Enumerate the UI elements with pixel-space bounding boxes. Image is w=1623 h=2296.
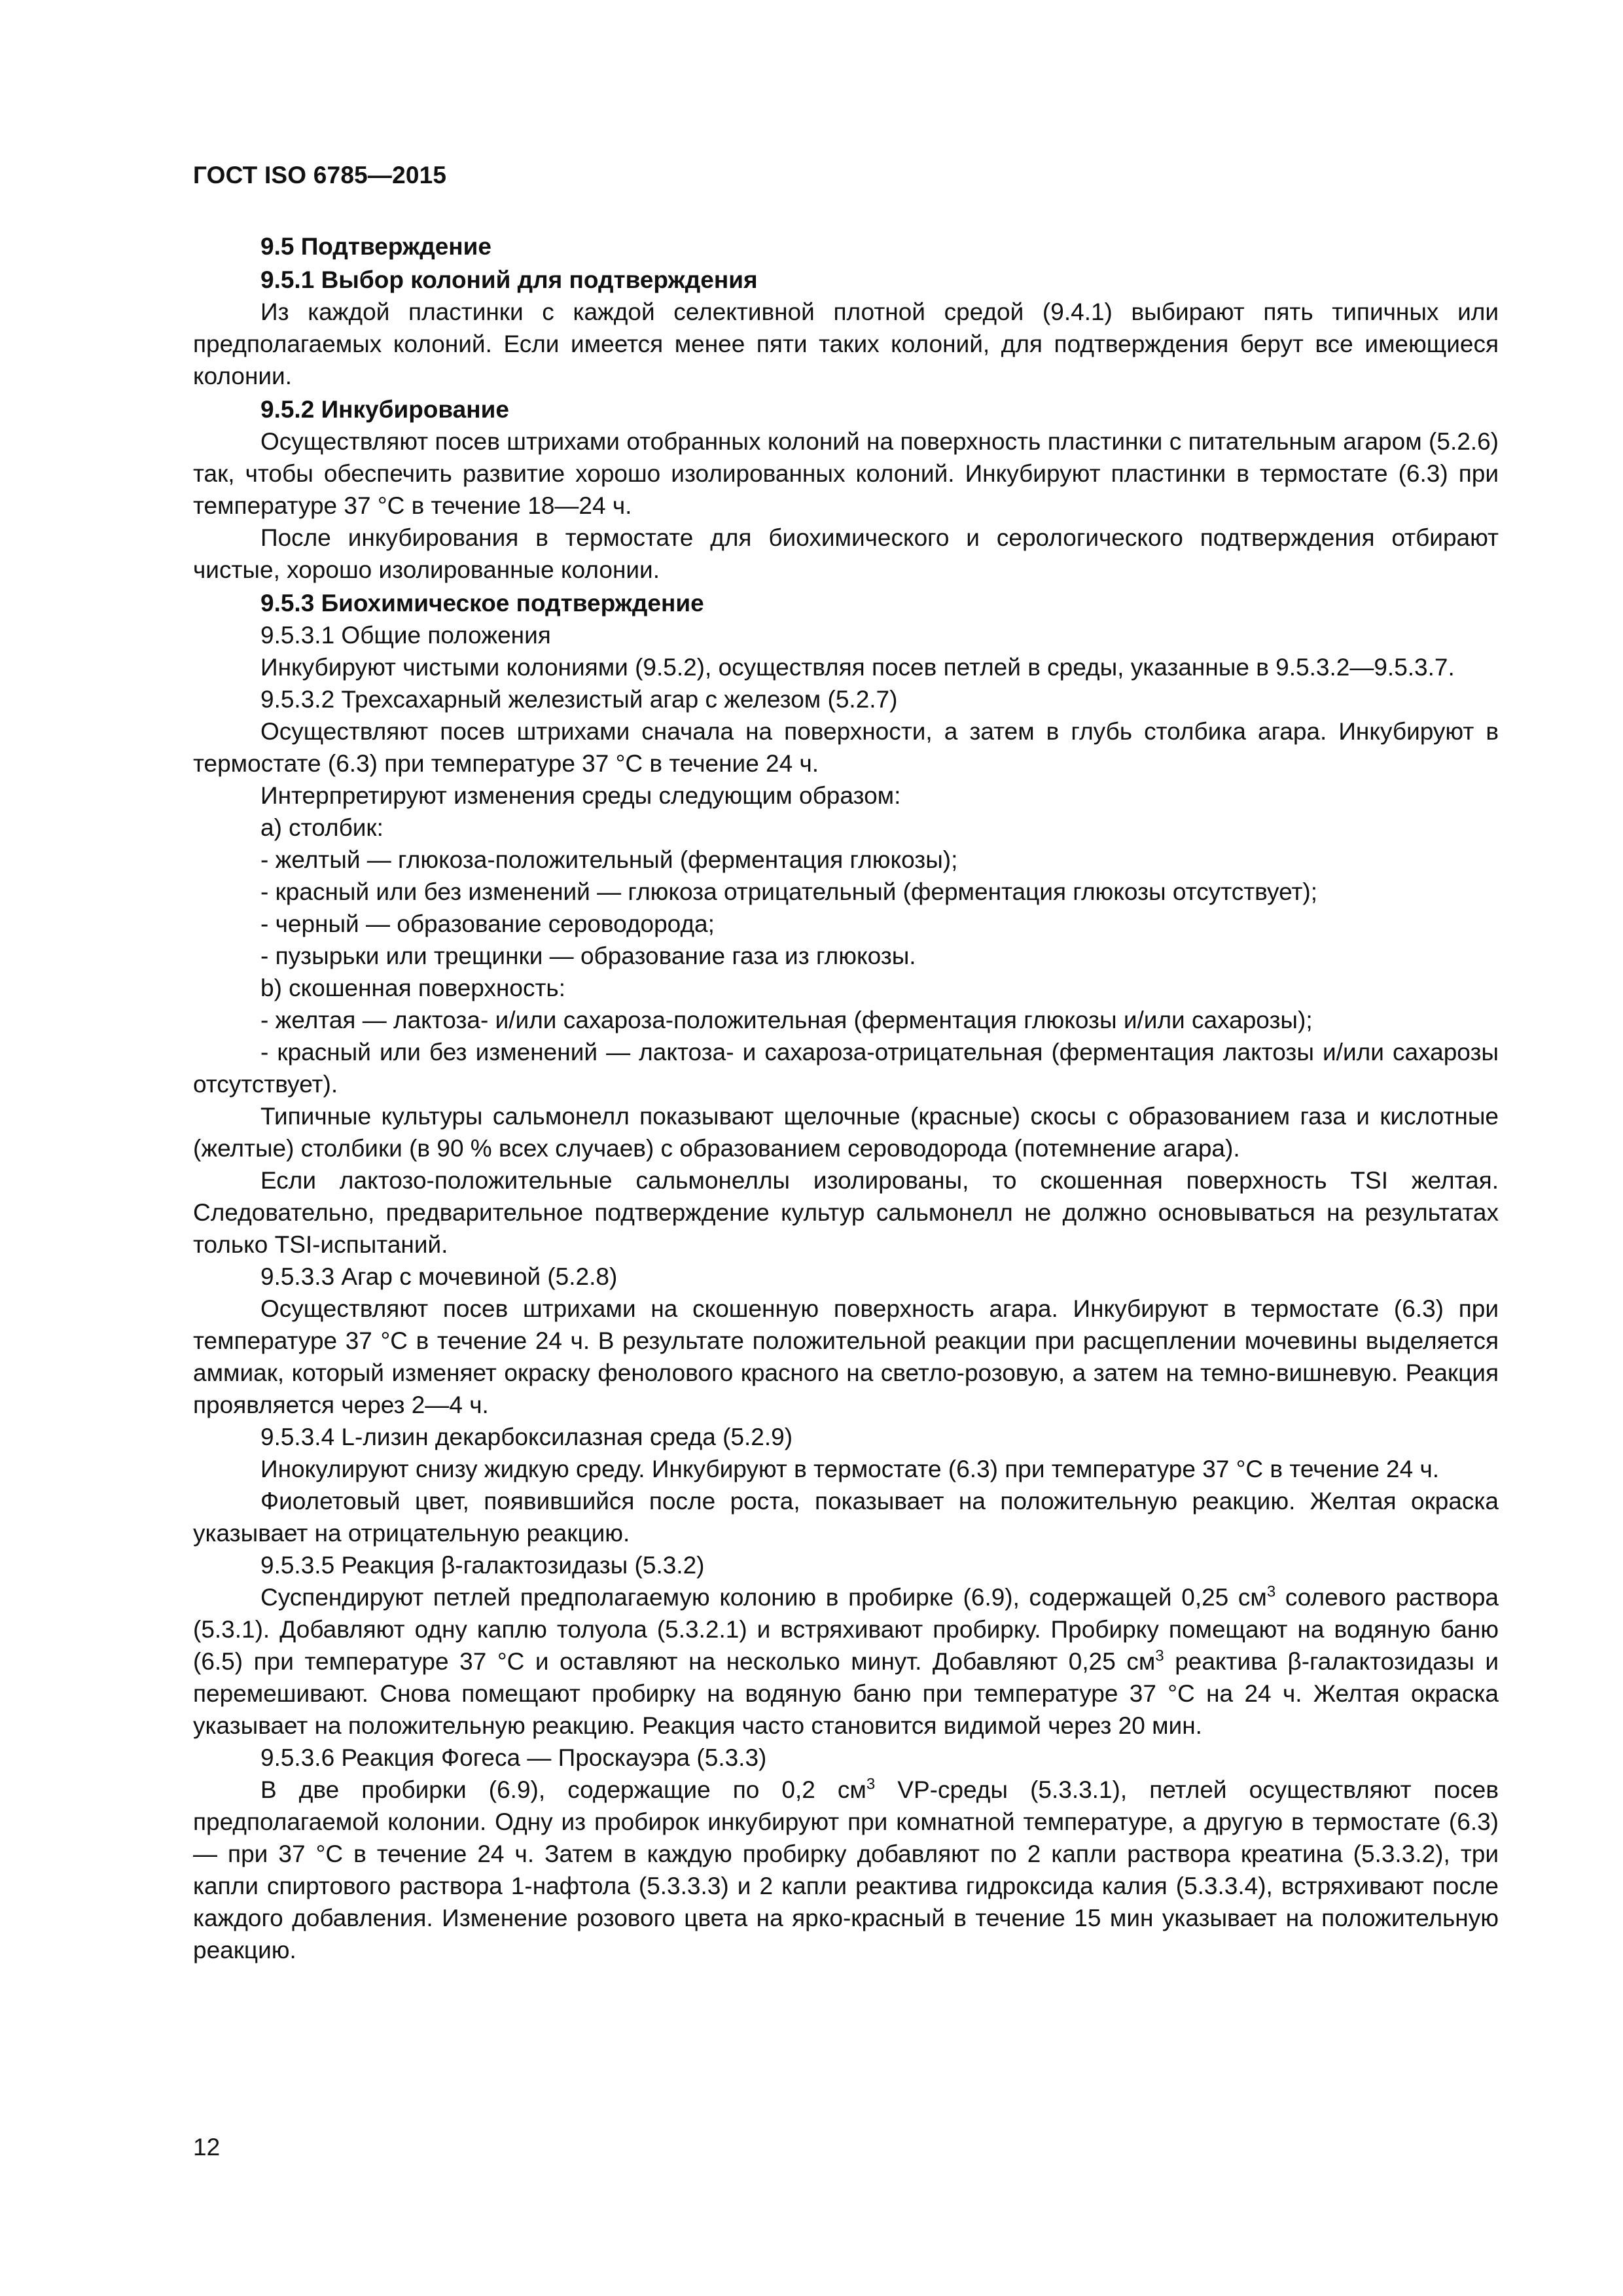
paragraph: Типичные культуры сальмонелл показывают щелочные (красные) скосы с образованием газа и кислотные (желтые) столбики (в 90 % всех случаев) с образованием сероводорода (потемнение агара). xyxy=(193,1103,1499,1162)
subsection-heading-9-5-3-5: 9.5.3.5 Реакция β-галактозидазы (5.3.2) xyxy=(260,1552,705,1579)
list-item: - красный или без изменений — лактоза- и сахароза-отрицательная (ферментация лактозы и/или сахарозы отсутствует). xyxy=(193,1039,1499,1098)
text-run: VP-среды (5.3.3.1), петлей осуществляют посев предполагаемой колонии. Одну из пробирок инкубируют при комнатной температуре, а другую в термостате (6.3) — при 37 °С в течение 24 ч. Затем в каждую пробирку добавляют по 2 капли раствора креатина (5.3.3.2), три капли спиртового раствора 1-нафтола (5.3.3.3) и 2 капли реактива гидроксида калия (5.3.3.4), встряхивают после каждого добавления. Изменение розового цвета на ярко-красный в течение 15 мин указывает на положительную реакцию. xyxy=(193,1776,1499,1964)
paragraph: Осуществляют посев штрихами сначала на поверхности, а затем в глубь столбика агара. Инкубируют в термостате (6.3) при температуре 37 °С в течение 24 ч. xyxy=(193,718,1499,777)
superscript: 3 xyxy=(1155,1647,1164,1665)
text-run: солевого раствора (5.3.1). Добавляют одну каплю толуола (5.3.2.1) и встряхивают пробирку. Пробирку помещают на водяную баню (6.5) при температуре 37 °С и оставляют на несколько минут. Добавляют 0,25 см xyxy=(193,1584,1499,1675)
paragraph: Фиолетовый цвет, появившийся после роста, показывает на положительную реакцию. Желтая окраска указывает на отрицательную реакцию. xyxy=(193,1488,1499,1547)
paragraph xyxy=(193,1581,1499,1742)
list-item: - желтый — глюкоза-положительный (ферментация глюкозы); xyxy=(260,846,958,873)
paragraph: Осуществляют посев штрихами на скошенную поверхность агара. Инкубируют в термостате (6.3) при температуре 37 °С в течение 24 ч. В результате положительной реакции при расщеплении мочевины выделяется аммиак, который изменяет окраску фенолового красного на светло-розовую, а затем на темно-вишневую. Реакция проявляется через 2—4 ч. xyxy=(193,1295,1499,1418)
text-run: В две пробирки (6.9), содержащие по 0,2 см xyxy=(260,1776,866,1803)
paragraph: Осуществляют посев штрихами отобранных колоний на поверхность пластинки с питательным агаром (5.2.6) так, чтобы обеспечить развитие хорошо изолированных колоний. Инкубируют пластинки в термостате (6.3) при температуре 37 °С в течение 18—24 ч. xyxy=(193,428,1499,519)
superscript: 3 xyxy=(866,1775,876,1793)
page-number: 12 xyxy=(193,2134,221,2161)
section-heading-9-5-1: 9.5.1 Выбор колоний для подтверждения xyxy=(260,266,758,293)
subsection-heading-9-5-3-2: 9.5.3.2 Трехсахарный железистый агар с железом (5.2.7) xyxy=(260,686,898,713)
subsection-heading-9-5-3-6: 9.5.3.6 Реакция Фогеса — Проскауэра (5.3.3) xyxy=(260,1744,767,1771)
subsection-heading-9-5-3-1: 9.5.3.1 Общие положения xyxy=(260,622,551,649)
subsection-heading-9-5-3-3: 9.5.3.3 Агар с мочевиной (5.2.8) xyxy=(260,1263,618,1290)
paragraph: Если лактозо-положительные сальмонеллы изолированы, то скошенная поверхность TSI желтая. Следовательно, предварительное подтверждение культур сальмонелл не должно основываться на результатах только TSI-испытаний. xyxy=(193,1167,1499,1258)
document-header: ГОСТ ISO 6785—2015 xyxy=(193,162,447,188)
paragraph: После инкубирования в термостате для биохимического и серологического подтверждения отбирают чистые, хорошо изолированные колонии. xyxy=(193,524,1499,583)
paragraph: Инокулируют снизу жидкую среду. Инкубируют в термостате (6.3) при температуре 37 °С в течение 24 ч. xyxy=(260,1456,1440,1482)
paragraph: Из каждой пластинки с каждой селективной плотной средой (9.4.1) выбирают пять типичных или предполагаемых колоний. Если имеется менее пяти таких колоний, для подтверждения берут все имеющиеся колонии. xyxy=(193,298,1499,389)
superscript: 3 xyxy=(1266,1583,1276,1601)
list-item: - желтая — лактоза- и/или сахароза-положительная (ферментация глюкозы и/или сахарозы); xyxy=(260,1007,1313,1033)
text-run: реактива β-галактозидазы и перемешивают. Снова помещают пробирку на водяную баню при температуре 37 °С на 24 ч. Желтая окраска указывает на положительную реакцию. Реакция часто становится видимой через 20 мин. xyxy=(193,1648,1499,1739)
list-item: - красный или без изменений — глюкоза отрицательный (ферментация глюкозы отсутствует); xyxy=(260,878,1318,905)
section-heading-9-5-2: 9.5.2 Инкубирование xyxy=(260,396,509,423)
list-item: - черный — образование сероводорода; xyxy=(260,910,715,937)
section-heading-9-5: 9.5 Подтверждение xyxy=(260,233,491,260)
list-label: a) столбик: xyxy=(260,814,383,841)
text-run: Суспендируют петлей предполагаемую колонию в пробирке (6.9), содержащей 0,25 см xyxy=(260,1584,1267,1611)
list-item: - пузырьки или трещинки — образование газа из глюкозы. xyxy=(260,942,916,969)
document-body xyxy=(193,229,1499,1966)
list-label: b) скошенная поверхность: xyxy=(260,975,565,1001)
paragraph: Интерпретируют изменения среды следующим образом: xyxy=(260,782,901,809)
section-heading-9-5-3: 9.5.3 Биохимическое подтверждение xyxy=(260,590,704,617)
paragraph: Инкубируют чистыми колониями (9.5.2), осуществляя посев петлей в среды, указанные в 9.5.3.2—9.5.3.7. xyxy=(260,654,1455,681)
paragraph xyxy=(193,1774,1499,1966)
subsection-heading-9-5-3-4: 9.5.3.4 L-лизин декарбоксилазная среда (5.2.9) xyxy=(260,1424,793,1450)
